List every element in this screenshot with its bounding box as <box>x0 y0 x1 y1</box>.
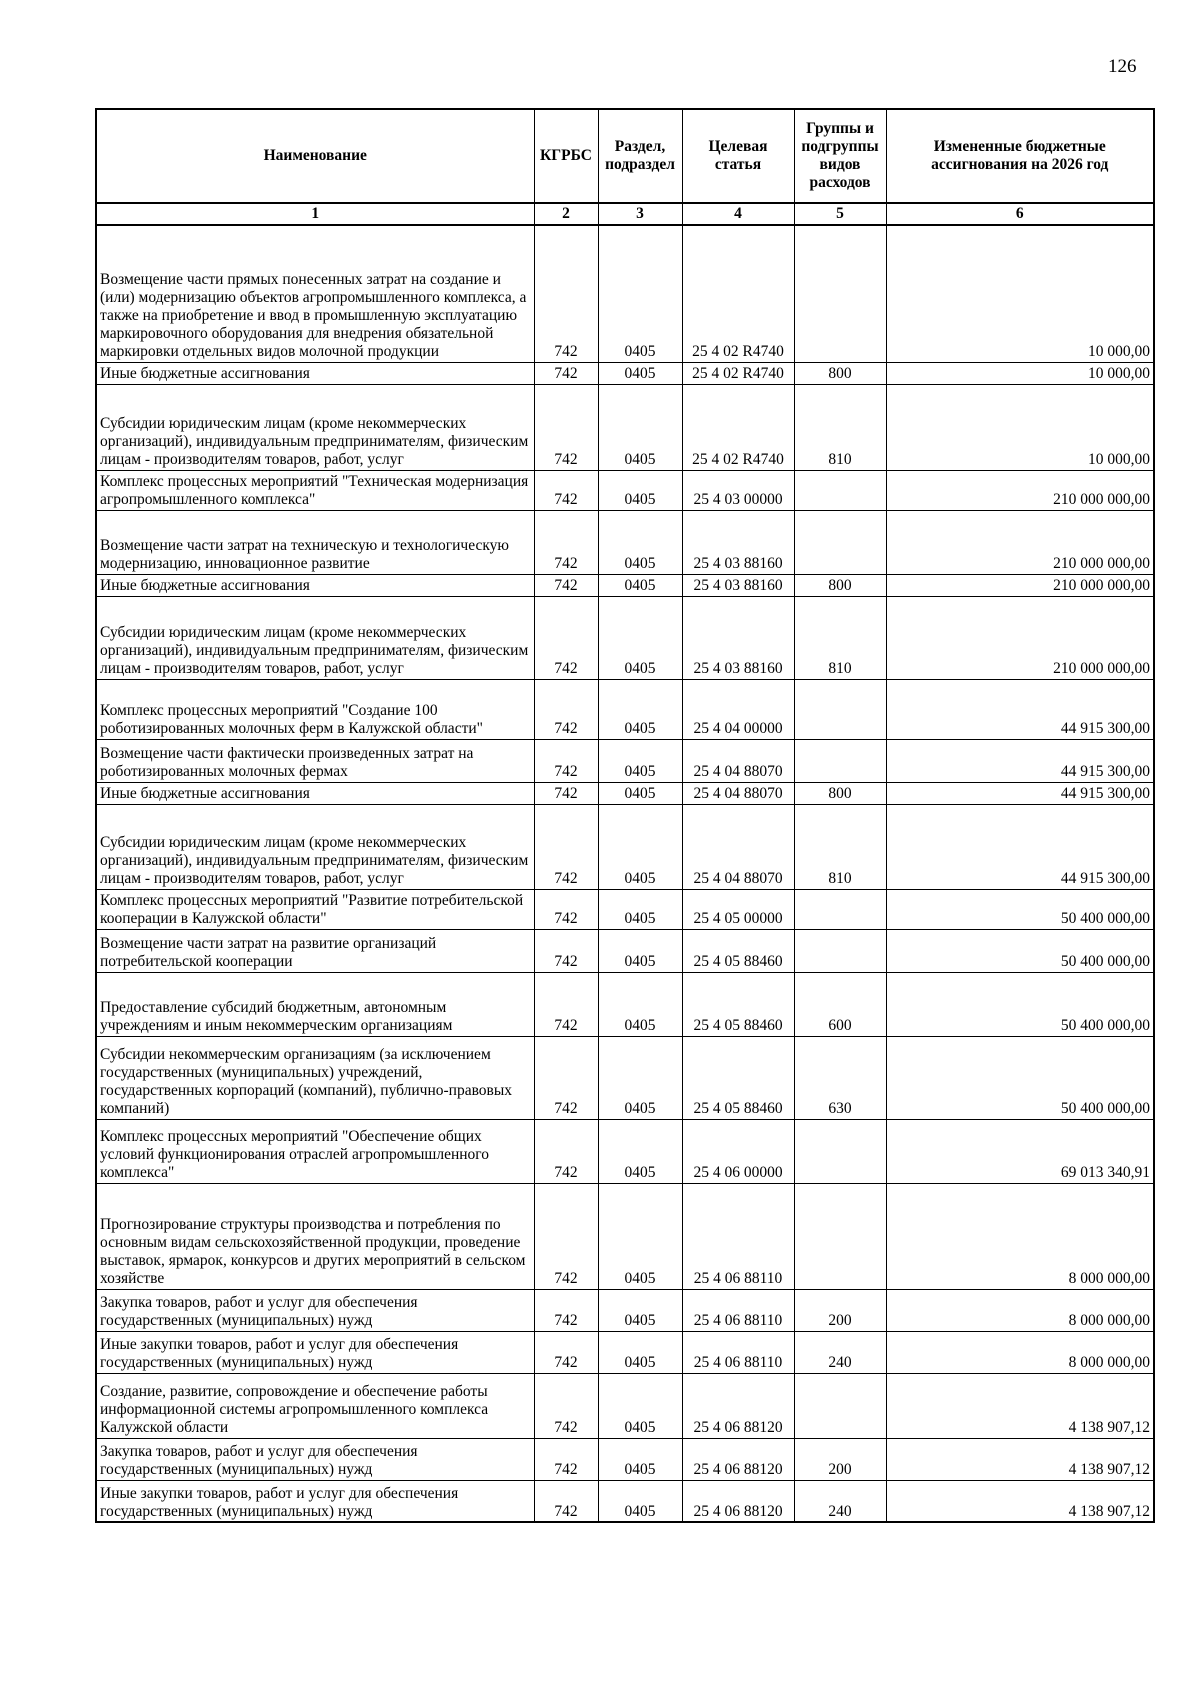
table-row <box>96 384 1154 470</box>
row-amount: 50 400 000,00 <box>886 889 1154 929</box>
row-expense-group: 630 <box>794 1036 886 1119</box>
row-target-article: 25 4 05 00000 <box>682 889 794 929</box>
row-expense-group <box>794 470 886 510</box>
row-name: Комплекс процессных мероприятий "Развитие потребительской кооперации в Калужской области" <box>96 889 534 929</box>
row-target-article: 25 4 05 88460 <box>682 1036 794 1119</box>
row-name: Закупка товаров, работ и услуг для обеспечения государственных (муниципальных) нужд <box>96 1438 534 1480</box>
row-target-article: 25 4 03 88160 <box>682 596 794 679</box>
row-amount: 10 000,00 <box>886 225 1154 362</box>
row-section: 0405 <box>598 1289 682 1331</box>
row-section: 0405 <box>598 225 682 362</box>
row-expense-group: 600 <box>794 972 886 1036</box>
row-target-article: 25 4 03 88160 <box>682 574 794 596</box>
table-row <box>96 1183 1154 1289</box>
row-amount: 44 915 300,00 <box>886 679 1154 739</box>
table-row <box>96 225 1154 362</box>
row-section: 0405 <box>598 1480 682 1522</box>
row-kgrbs: 742 <box>534 782 598 804</box>
row-section: 0405 <box>598 1331 682 1373</box>
row-expense-group: 240 <box>794 1331 886 1373</box>
table-row <box>96 362 1154 384</box>
row-name: Возмещение части фактически произведенных затрат на роботизированных молочных фермах <box>96 739 534 782</box>
header-kgrbs: КГРБС <box>534 109 598 203</box>
row-kgrbs: 742 <box>534 1036 598 1119</box>
row-kgrbs: 742 <box>534 1438 598 1480</box>
row-section: 0405 <box>598 679 682 739</box>
row-section: 0405 <box>598 804 682 889</box>
row-kgrbs: 742 <box>534 972 598 1036</box>
row-kgrbs: 742 <box>534 596 598 679</box>
row-amount: 10 000,00 <box>886 362 1154 384</box>
row-expense-group: 800 <box>794 362 886 384</box>
page-number: 126 <box>1108 56 1137 77</box>
row-amount: 4 138 907,12 <box>886 1480 1154 1522</box>
row-section: 0405 <box>598 384 682 470</box>
column-number: 1 <box>96 203 534 225</box>
row-section: 0405 <box>598 972 682 1036</box>
row-expense-group <box>794 739 886 782</box>
row-section: 0405 <box>598 1438 682 1480</box>
row-amount: 69 013 340,91 <box>886 1119 1154 1183</box>
row-name: Комплекс процессных мероприятий "Создание 100 роботизированных молочных ферм в Калужской области" <box>96 679 534 739</box>
row-kgrbs: 742 <box>534 362 598 384</box>
row-amount: 10 000,00 <box>886 384 1154 470</box>
column-number-row <box>96 203 1154 225</box>
row-target-article: 25 4 02 R4740 <box>682 384 794 470</box>
row-section: 0405 <box>598 1183 682 1289</box>
row-kgrbs: 742 <box>534 929 598 972</box>
table-row <box>96 1331 1154 1373</box>
table-row <box>96 510 1154 574</box>
row-kgrbs: 742 <box>534 1119 598 1183</box>
column-number: 5 <box>794 203 886 225</box>
table-row <box>96 929 1154 972</box>
row-expense-group: 810 <box>794 596 886 679</box>
row-section: 0405 <box>598 1119 682 1183</box>
header-name: Наименование <box>96 109 534 203</box>
row-name: Возмещение части затрат на техническую и технологическую модернизацию, инновационное развитие <box>96 510 534 574</box>
row-name: Закупка товаров, работ и услуг для обеспечения государственных (муниципальных) нужд <box>96 1289 534 1331</box>
row-expense-group <box>794 679 886 739</box>
row-amount: 4 138 907,12 <box>886 1438 1154 1480</box>
table-row <box>96 804 1154 889</box>
header-section: Раздел, подраздел <box>598 109 682 203</box>
table-row <box>96 1373 1154 1438</box>
table-row <box>96 782 1154 804</box>
row-expense-group: 810 <box>794 804 886 889</box>
row-amount: 210 000 000,00 <box>886 574 1154 596</box>
row-amount: 50 400 000,00 <box>886 929 1154 972</box>
row-name: Иные закупки товаров, работ и услуг для обеспечения государственных (муниципальных) нужд <box>96 1331 534 1373</box>
row-amount: 44 915 300,00 <box>886 804 1154 889</box>
row-section: 0405 <box>598 470 682 510</box>
row-kgrbs: 742 <box>534 804 598 889</box>
row-name: Субсидии некоммерческим организациям (за исключением государственных (муниципальных) учреждений, государственных корпораций (компаний), публично-правовых компаний) <box>96 1036 534 1119</box>
row-target-article: 25 4 06 88110 <box>682 1331 794 1373</box>
header-amount: Измененные бюджетные ассигнования на 2026 год <box>886 109 1154 203</box>
row-target-article: 25 4 06 88120 <box>682 1480 794 1522</box>
row-kgrbs: 742 <box>534 1331 598 1373</box>
row-kgrbs: 742 <box>534 510 598 574</box>
row-expense-group: 200 <box>794 1289 886 1331</box>
header-target-article: Целевая статья <box>682 109 794 203</box>
row-target-article: 25 4 04 88070 <box>682 804 794 889</box>
row-expense-group <box>794 225 886 362</box>
row-expense-group <box>794 889 886 929</box>
row-name: Иные закупки товаров, работ и услуг для обеспечения государственных (муниципальных) нужд <box>96 1480 534 1522</box>
row-section: 0405 <box>598 510 682 574</box>
row-expense-group <box>794 1183 886 1289</box>
budget-table <box>95 108 1155 1523</box>
row-target-article: 25 4 03 88160 <box>682 510 794 574</box>
row-name: Иные бюджетные ассигнования <box>96 362 534 384</box>
table-row <box>96 679 1154 739</box>
row-section: 0405 <box>598 889 682 929</box>
row-kgrbs: 742 <box>534 1289 598 1331</box>
row-target-article: 25 4 05 88460 <box>682 929 794 972</box>
table-row <box>96 1289 1154 1331</box>
row-target-article: 25 4 06 88110 <box>682 1183 794 1289</box>
row-amount: 210 000 000,00 <box>886 596 1154 679</box>
row-expense-group: 810 <box>794 384 886 470</box>
column-number: 3 <box>598 203 682 225</box>
row-name: Предоставление субсидий бюджетным, автономным учреждениям и иным некоммерческим организациям <box>96 972 534 1036</box>
row-section: 0405 <box>598 1373 682 1438</box>
table-row <box>96 889 1154 929</box>
row-expense-group <box>794 929 886 972</box>
column-number: 6 <box>886 203 1154 225</box>
row-target-article: 25 4 02 R4740 <box>682 362 794 384</box>
table-row <box>96 1119 1154 1183</box>
row-section: 0405 <box>598 362 682 384</box>
row-amount: 210 000 000,00 <box>886 470 1154 510</box>
header-expense-groups: Группы и подгруппы видов расходов <box>794 109 886 203</box>
table-row <box>96 1438 1154 1480</box>
column-number: 4 <box>682 203 794 225</box>
row-expense-group: 800 <box>794 574 886 596</box>
row-name: Комплекс процессных мероприятий "Обеспечение общих условий функционирования отраслей агропромышленного комплекса" <box>96 1119 534 1183</box>
row-amount: 8 000 000,00 <box>886 1331 1154 1373</box>
row-kgrbs: 742 <box>534 739 598 782</box>
row-name: Возмещение части затрат на развитие организаций потребительской кооперации <box>96 929 534 972</box>
row-kgrbs: 742 <box>534 384 598 470</box>
row-target-article: 25 4 06 88120 <box>682 1373 794 1438</box>
row-kgrbs: 742 <box>534 1373 598 1438</box>
row-name: Субсидии юридическим лицам (кроме некоммерческих организаций), индивидуальным предпринимателям, физическим лицам - производителям товаров, работ, услуг <box>96 384 534 470</box>
row-name: Субсидии юридическим лицам (кроме некоммерческих организаций), индивидуальным предпринимателям, физическим лицам - производителям товаров, работ, услуг <box>96 596 534 679</box>
row-kgrbs: 742 <box>534 889 598 929</box>
row-target-article: 25 4 04 88070 <box>682 782 794 804</box>
row-name: Создание, развитие, сопровождение и обеспечение работы информационной системы агропромышленного комплекса Калужской области <box>96 1373 534 1438</box>
row-section: 0405 <box>598 1036 682 1119</box>
row-expense-group <box>794 1373 886 1438</box>
row-target-article: 25 4 06 88110 <box>682 1289 794 1331</box>
table-row <box>96 972 1154 1036</box>
row-target-article: 25 4 02 R4740 <box>682 225 794 362</box>
row-amount: 8 000 000,00 <box>886 1183 1154 1289</box>
row-amount: 44 915 300,00 <box>886 782 1154 804</box>
column-number: 2 <box>534 203 598 225</box>
row-target-article: 25 4 03 00000 <box>682 470 794 510</box>
header-row <box>96 109 1154 203</box>
table-body <box>96 225 1154 1522</box>
row-target-article: 25 4 04 00000 <box>682 679 794 739</box>
row-target-article: 25 4 04 88070 <box>682 739 794 782</box>
row-kgrbs: 742 <box>534 679 598 739</box>
row-amount: 210 000 000,00 <box>886 510 1154 574</box>
row-amount: 50 400 000,00 <box>886 972 1154 1036</box>
row-target-article: 25 4 06 88120 <box>682 1438 794 1480</box>
row-target-article: 25 4 06 00000 <box>682 1119 794 1183</box>
table-row <box>96 470 1154 510</box>
row-name: Иные бюджетные ассигнования <box>96 782 534 804</box>
row-kgrbs: 742 <box>534 470 598 510</box>
row-section: 0405 <box>598 929 682 972</box>
row-kgrbs: 742 <box>534 1183 598 1289</box>
table-row <box>96 596 1154 679</box>
row-amount: 8 000 000,00 <box>886 1289 1154 1331</box>
row-name: Комплекс процессных мероприятий "Техническая модернизация агропромышленного комплекса" <box>96 470 534 510</box>
row-kgrbs: 742 <box>534 1480 598 1522</box>
row-section: 0405 <box>598 574 682 596</box>
row-section: 0405 <box>598 782 682 804</box>
row-expense-group <box>794 510 886 574</box>
table-row <box>96 574 1154 596</box>
row-name: Субсидии юридическим лицам (кроме некоммерческих организаций), индивидуальным предпринимателям, физическим лицам - производителям товаров, работ, услуг <box>96 804 534 889</box>
row-name: Иные бюджетные ассигнования <box>96 574 534 596</box>
table-row <box>96 1480 1154 1522</box>
row-expense-group: 200 <box>794 1438 886 1480</box>
table-row <box>96 739 1154 782</box>
table-row <box>96 1036 1154 1119</box>
row-amount: 44 915 300,00 <box>886 739 1154 782</box>
row-section: 0405 <box>598 739 682 782</box>
row-expense-group: 800 <box>794 782 886 804</box>
row-name: Прогнозирование структуры производства и потребления по основным видам сельскохозяйственной продукции, проведение выставок, ярмарок, конкурсов и других мероприятий в сельском хозяйстве <box>96 1183 534 1289</box>
row-kgrbs: 742 <box>534 574 598 596</box>
row-name: Возмещение части прямых понесенных затрат на создание и (или) модернизацию объектов агропромышленного комплекса, а также на приобретение и ввод в промышленную эксплуатацию маркировочного оборудования для внедрения обязательной маркировки отдельных видов молочной продукции <box>96 225 534 362</box>
row-expense-group <box>794 1119 886 1183</box>
row-target-article: 25 4 05 88460 <box>682 972 794 1036</box>
row-amount: 50 400 000,00 <box>886 1036 1154 1119</box>
row-amount: 4 138 907,12 <box>886 1373 1154 1438</box>
row-kgrbs: 742 <box>534 225 598 362</box>
row-expense-group: 240 <box>794 1480 886 1522</box>
row-section: 0405 <box>598 596 682 679</box>
